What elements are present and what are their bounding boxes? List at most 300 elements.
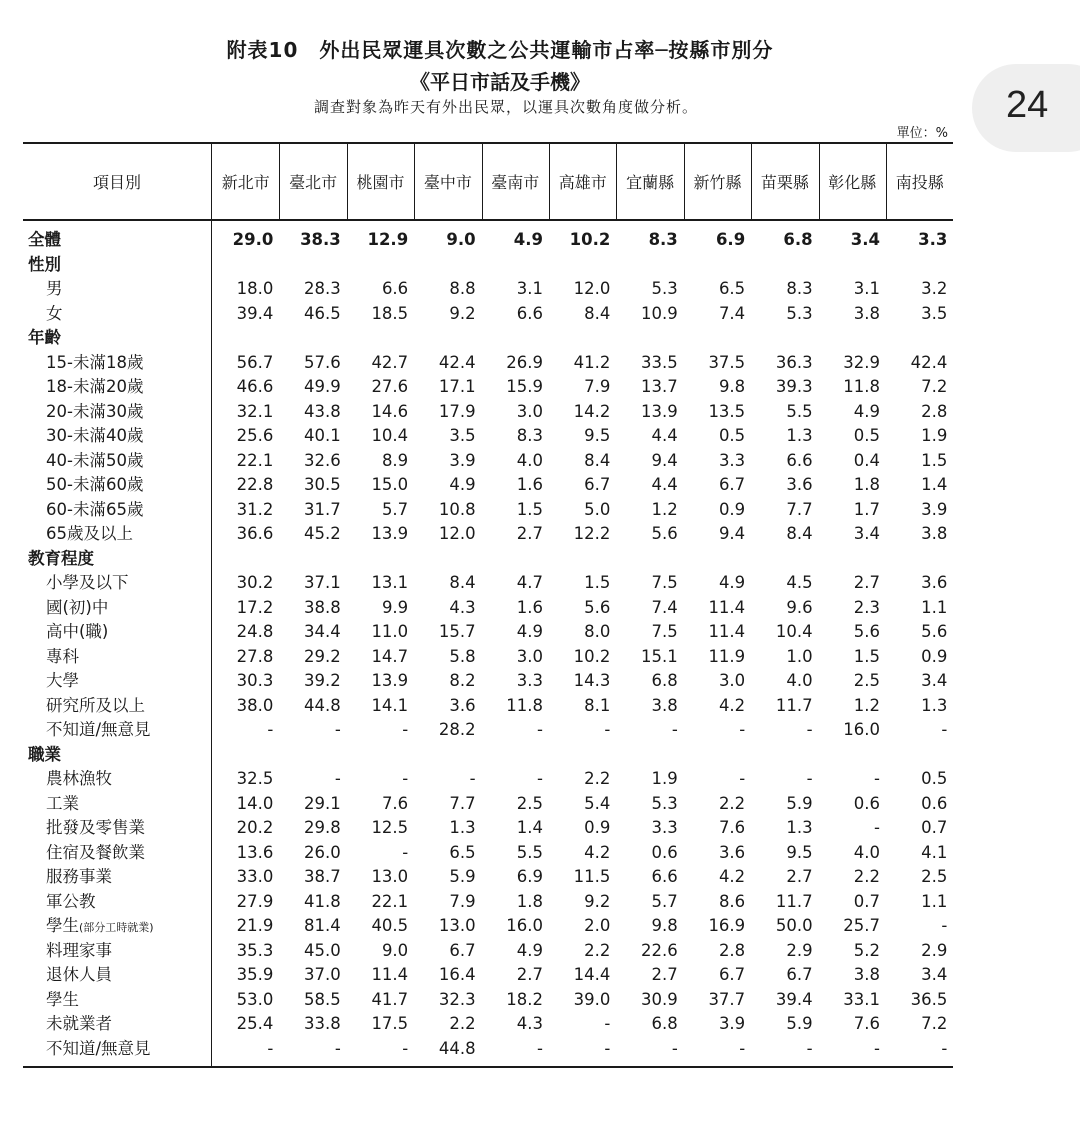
- row-label-text: 高中(職): [46, 622, 109, 641]
- table-cell: 32.9: [843, 352, 880, 372]
- table-cell: 2.0: [584, 916, 611, 935]
- table-cell: 5.8: [449, 646, 476, 666]
- table-cell: 43.8: [304, 401, 341, 421]
- table-cell: -: [469, 769, 476, 788]
- table-cell: -: [806, 769, 813, 788]
- table-cell: 13.0: [371, 867, 409, 886]
- table-cell: -: [941, 916, 948, 935]
- table-cell: -: [941, 1038, 948, 1058]
- table-row: [0, 1037, 1080, 1062]
- table-cell: -: [874, 818, 880, 837]
- table-cell: 4.0: [853, 842, 880, 862]
- header-label: 項目別: [92, 173, 141, 192]
- row-label: [46, 718, 151, 743]
- row-label-text: 職業: [28, 744, 61, 764]
- table-cell: 11.0: [371, 622, 409, 641]
- row-label-text: 小學及以下: [46, 573, 129, 592]
- row-label: [46, 939, 112, 964]
- table-cell: 3.8: [921, 524, 948, 543]
- page-number: 24: [1006, 84, 1049, 126]
- table-cell: -: [604, 720, 611, 739]
- group-heading-row: [0, 253, 1080, 278]
- row-label-text: 女: [46, 303, 63, 323]
- table-cell: -: [671, 720, 678, 739]
- table-cell: 22.1: [371, 891, 409, 911]
- table-cell: 28.3: [304, 279, 341, 298]
- table-cell: -: [334, 720, 341, 739]
- table-row: [0, 988, 1080, 1013]
- table-cell: 29.2: [304, 646, 341, 666]
- table-row: [0, 669, 1080, 694]
- table-cell: 11.9: [708, 646, 746, 666]
- table-cell: 30.9: [641, 989, 678, 1009]
- table-row: [0, 351, 1080, 376]
- row-label-text: 住宿及餐飲業: [46, 842, 145, 862]
- table-cell: 11.4: [708, 597, 746, 617]
- table-cell: 38.0: [236, 695, 274, 715]
- row-label-text: 教育程度: [28, 548, 94, 568]
- table-cell: 0.9: [921, 646, 948, 666]
- table-cell: 1.2: [853, 695, 880, 715]
- table-cell: 20.2: [236, 818, 274, 837]
- table-subtitle: 《平日市話及手機》: [410, 70, 590, 94]
- table-cell: -: [537, 1038, 543, 1058]
- table-cell: 14.1: [371, 695, 409, 715]
- table-cell: 11.8: [843, 377, 880, 396]
- table-cell: 0.6: [921, 793, 948, 813]
- table-cell: 7.2: [921, 377, 948, 396]
- table-cell: 14.0: [236, 793, 274, 813]
- table-row: [0, 718, 1080, 743]
- column-divider: [886, 142, 887, 220]
- table-cell: 42.7: [371, 352, 409, 372]
- table-cell: 12.2: [573, 524, 611, 543]
- table-row: [0, 277, 1080, 302]
- table-cell: 18.0: [236, 279, 274, 298]
- table-cell: 3.9: [449, 450, 476, 470]
- column-divider: [549, 142, 550, 220]
- row-label: [46, 375, 143, 400]
- table-cell: -: [334, 769, 341, 788]
- table-cell: 13.6: [236, 842, 274, 862]
- table-cell: 14.3: [573, 671, 611, 690]
- column-divider: [751, 142, 752, 220]
- table-cell: 6.8: [651, 1014, 678, 1033]
- table-cell: 18.2: [506, 989, 543, 1009]
- table-cell: 29.1: [304, 793, 341, 813]
- table-cell: 2.7: [516, 965, 543, 984]
- table-cell: 8.4: [786, 524, 813, 543]
- table-cell: 3.1: [516, 279, 543, 298]
- table-row: [0, 767, 1080, 792]
- table-cell: 8.4: [449, 573, 476, 592]
- table-cell: 13.1: [371, 573, 409, 592]
- table-cell: -: [739, 769, 746, 788]
- table-cell: -: [739, 720, 746, 739]
- table-cell: -: [941, 720, 948, 739]
- table-cell: 11.4: [371, 965, 409, 984]
- table-cell: 38.8: [304, 597, 341, 617]
- table-cell: 1.9: [651, 769, 678, 788]
- table-cell: 1.7: [853, 499, 880, 519]
- table-cell: 38.3: [300, 230, 341, 249]
- row-label-text: 30-未滿40歲: [46, 426, 144, 445]
- row-label: [46, 424, 143, 449]
- table-cell: 36.5: [910, 989, 948, 1009]
- table-cell: 6.7: [718, 965, 746, 984]
- table-cell: 12.5: [371, 818, 409, 837]
- table-cell: 13.9: [371, 524, 409, 543]
- table-cell: 1.5: [584, 573, 611, 592]
- table-cell: 14.7: [371, 646, 409, 666]
- row-label-text: 性別: [28, 254, 61, 274]
- row-label-text: 18-未滿20歲: [46, 377, 144, 396]
- table-cell: 2.2: [718, 793, 746, 813]
- table-cell: 17.5: [371, 1014, 409, 1033]
- table-cell: 3.5: [449, 426, 476, 445]
- column-divider: [347, 142, 348, 220]
- table-cell: 1.4: [921, 475, 948, 494]
- table-cell: 5.4: [584, 793, 611, 813]
- table-cell: 30.3: [236, 671, 274, 690]
- table-cell: -: [537, 720, 543, 739]
- table-cell: 2.7: [516, 524, 543, 543]
- table-cell: 6.5: [449, 842, 476, 862]
- table-cell: 38.7: [304, 867, 341, 886]
- table-cell: 37.0: [304, 965, 341, 984]
- table-cell: 44.8: [438, 1038, 476, 1058]
- table-cell: 3.8: [651, 695, 678, 715]
- table-title: 附表10 外出民眾運具次數之公共運輸市占率─按縣市別分: [226, 38, 774, 62]
- table-cell: 5.6: [651, 524, 678, 543]
- table-cell: 5.3: [651, 793, 678, 813]
- table-cell: 45.0: [304, 940, 341, 960]
- table-bottom-rule: [23, 1066, 953, 1068]
- table-cell: 4.9: [718, 573, 746, 592]
- table-cell: 5.7: [381, 499, 409, 519]
- group-heading-row: [0, 326, 1080, 351]
- table-cell: 9.8: [651, 916, 678, 935]
- table-cell: 2.7: [651, 965, 678, 984]
- table-row: [0, 963, 1080, 988]
- table-cell: 29.0: [232, 230, 274, 249]
- table-cell: 0.5: [718, 426, 746, 445]
- table-cell: 8.3: [516, 426, 543, 445]
- table-row: [0, 449, 1080, 474]
- table-cell: 6.7: [718, 475, 746, 494]
- table-cell: 39.4: [775, 989, 813, 1009]
- column-header: 新竹縣: [693, 173, 742, 192]
- table-cell: 24.8: [236, 622, 274, 641]
- table-row: [0, 620, 1080, 645]
- row-label: [46, 596, 108, 621]
- table-cell: 39.2: [304, 671, 341, 690]
- table-cell: 7.6: [853, 1014, 880, 1033]
- table-cell: 33.1: [843, 989, 880, 1009]
- row-label-text: 軍公教: [46, 891, 96, 911]
- table-cell: 1.3: [786, 426, 813, 445]
- row-label: [46, 473, 143, 498]
- table-cell: 1.8: [853, 475, 880, 494]
- table-cell: 13.9: [371, 671, 409, 690]
- table-cell: -: [537, 769, 543, 788]
- table-cell: 17.2: [236, 597, 274, 617]
- table-cell: 33.8: [304, 1014, 341, 1033]
- table-row: [0, 694, 1080, 719]
- table-cell: 12.0: [438, 524, 476, 543]
- table-row: [0, 498, 1080, 523]
- table-cell: 4.2: [718, 867, 746, 886]
- table-cell: 6.6: [381, 279, 409, 298]
- table-cell: 9.8: [718, 377, 746, 396]
- table-cell: 1.5: [853, 646, 880, 666]
- row-label-text: 研究所及以上: [46, 695, 145, 715]
- table-cell: 3.3: [651, 818, 678, 837]
- table-cell: 37.5: [708, 352, 746, 372]
- table-cell: 11.8: [506, 695, 543, 715]
- table-cell: 2.2: [584, 769, 611, 788]
- table-cell: 6.7: [786, 965, 813, 984]
- table-cell: 6.7: [449, 940, 476, 960]
- table-row: [0, 890, 1080, 915]
- table-cell: 9.9: [381, 597, 409, 617]
- row-label: [46, 841, 145, 866]
- table-row: [0, 914, 1080, 939]
- table-cell: 5.5: [786, 401, 813, 421]
- table-cell: 3.3: [918, 230, 948, 249]
- table-cell: 35.9: [236, 965, 274, 984]
- table-row: [0, 816, 1080, 841]
- column-header: 高雄市: [558, 173, 607, 192]
- table-cell: 8.4: [584, 303, 611, 323]
- table-cell: 8.4: [584, 450, 611, 470]
- table-cell: 5.6: [853, 622, 880, 641]
- table-cell: 1.8: [516, 891, 543, 911]
- row-label-text: 全體: [28, 230, 61, 249]
- row-label: [46, 571, 129, 596]
- table-cell: -: [604, 1038, 611, 1058]
- table-cell: 3.0: [516, 401, 543, 421]
- table-cell: -: [806, 720, 813, 739]
- table-row: [0, 302, 1080, 327]
- table-cell: 41.7: [371, 989, 409, 1009]
- row-label-text: 大學: [46, 671, 79, 690]
- table-cell: 0.9: [584, 818, 611, 837]
- table-cell: 27.9: [236, 891, 274, 911]
- table-row: [0, 596, 1080, 621]
- table-cell: 53.0: [236, 989, 274, 1009]
- table-cell: 3.4: [921, 671, 948, 690]
- row-label: [46, 449, 143, 474]
- row-label-text: 未就業者: [46, 1014, 112, 1033]
- column-header: 南投縣: [895, 173, 944, 192]
- row-label: [46, 988, 79, 1013]
- table-cell: 3.3: [516, 671, 543, 690]
- table-cell: 6.9: [516, 867, 543, 886]
- table-cell: 5.6: [584, 597, 611, 617]
- table-cell: 1.5: [516, 499, 543, 519]
- column-divider: [616, 142, 617, 220]
- table-cell: -: [267, 1038, 274, 1058]
- table-cell: 15.7: [438, 622, 476, 641]
- row-label: [46, 522, 133, 547]
- table-cell: 16.0: [843, 720, 880, 739]
- table-cell: 0.9: [718, 499, 746, 519]
- table-cell: -: [671, 1038, 678, 1058]
- table-cell: 16.9: [708, 916, 746, 935]
- table-cell: 3.8: [853, 965, 880, 984]
- row-label: [28, 253, 61, 278]
- table-cell: 4.3: [449, 597, 476, 617]
- table-cell: 5.9: [449, 867, 476, 886]
- table-cell: 3.6: [921, 573, 948, 592]
- table-cell: 11.5: [573, 867, 611, 886]
- table-cell: 2.5: [516, 793, 543, 813]
- table-cell: 2.5: [853, 671, 880, 690]
- table-cell: 3.2: [921, 279, 948, 298]
- row-label-text: 20-未滿30歲: [46, 401, 144, 421]
- table-cell: 4.9: [449, 475, 476, 494]
- table-cell: 50.0: [775, 916, 813, 935]
- row-label: [46, 694, 145, 719]
- table-row: [0, 424, 1080, 449]
- table-cell: 3.0: [516, 646, 543, 666]
- table-cell: 11.4: [708, 622, 746, 641]
- table-cell: 33.5: [641, 352, 678, 372]
- table-cell: 5.3: [786, 303, 813, 323]
- table-cell: 6.5: [718, 279, 746, 298]
- table-cell: 2.8: [921, 401, 948, 421]
- table-cell: 25.6: [236, 426, 274, 445]
- table-cell: 9.5: [584, 426, 611, 445]
- table-cell: 15.1: [641, 646, 678, 666]
- table-cell: 42.4: [910, 352, 948, 372]
- row-label-note: (部分工時就業): [79, 921, 154, 934]
- table-cell: 4.4: [651, 475, 678, 494]
- table-cell: 6.6: [516, 303, 543, 323]
- table-cell: 57.6: [304, 352, 341, 372]
- table-row: [0, 400, 1080, 425]
- table-cell: 10.4: [775, 622, 813, 641]
- table-row: [0, 865, 1080, 890]
- table-cell: 1.5: [921, 450, 948, 470]
- table-cell: 12.0: [573, 279, 611, 298]
- table-cell: 3.6: [786, 475, 813, 494]
- table-cell: 0.6: [651, 842, 678, 862]
- table-cell: 32.6: [304, 450, 341, 470]
- table-cell: 4.0: [786, 671, 813, 690]
- table-cell: 2.9: [921, 940, 948, 960]
- table-cell: 31.2: [236, 499, 274, 519]
- table-cell: 1.1: [921, 891, 948, 911]
- table-cell: 25.4: [236, 1014, 274, 1033]
- table-cell: 28.2: [438, 720, 476, 739]
- row-label: [46, 1012, 112, 1037]
- table-cell: 4.9: [516, 622, 543, 641]
- table-cell: 40.1: [304, 426, 341, 445]
- table-cell: 4.4: [651, 426, 678, 445]
- table-cell: -: [874, 1038, 880, 1058]
- row-label: [46, 645, 79, 670]
- column-header: 臺北市: [289, 173, 338, 192]
- table-cell: 16.4: [438, 965, 476, 984]
- table-cell: 6.7: [584, 475, 611, 494]
- column-divider: [684, 142, 685, 220]
- table-cell: 14.6: [371, 401, 409, 421]
- table-cell: 37.1: [304, 573, 341, 592]
- table-cell: 17.9: [438, 401, 476, 421]
- table-row: [0, 375, 1080, 400]
- table-top-rule: [23, 142, 953, 144]
- row-label-text: 批發及零售業: [46, 818, 145, 837]
- table-cell: 3.8: [853, 303, 880, 323]
- column-header: 新北市: [221, 173, 270, 192]
- row-label: [28, 547, 94, 572]
- row-label: [28, 743, 61, 768]
- table-cell: 9.4: [718, 524, 746, 543]
- table-cell: 2.8: [718, 940, 746, 960]
- group-heading-row: [0, 743, 1080, 768]
- table-cell: 1.6: [516, 597, 543, 617]
- table-cell: 2.9: [786, 940, 813, 960]
- row-label: [46, 1037, 151, 1062]
- table-cell: 2.7: [853, 573, 880, 592]
- table-cell: 25.7: [843, 916, 880, 935]
- table-cell: 9.5: [786, 842, 813, 862]
- table-cell: 6.8: [651, 671, 678, 690]
- column-header: 桃園市: [356, 173, 405, 192]
- row-label: [46, 914, 154, 941]
- table-cell: 41.2: [573, 352, 611, 372]
- row-label: [46, 498, 143, 523]
- table-cell: 7.9: [449, 891, 476, 911]
- table-cell: 32.3: [438, 989, 476, 1009]
- table-cell: 81.4: [304, 916, 341, 935]
- table-cell: 11.7: [775, 891, 813, 911]
- table-cell: 16.0: [506, 916, 543, 935]
- table-cell: 8.0: [584, 622, 611, 641]
- table-cell: 46.6: [236, 377, 274, 396]
- table-cell: 39.4: [236, 303, 274, 323]
- table-cell: 29.8: [304, 818, 341, 837]
- table-cell: 27.8: [236, 646, 274, 666]
- table-cell: 45.2: [304, 524, 341, 543]
- header-bottom-rule: [23, 219, 953, 221]
- table-cell: 5.9: [786, 793, 813, 813]
- table-cell: 22.6: [641, 940, 678, 960]
- table-cell: 8.8: [449, 279, 476, 298]
- table-cell: 4.9: [853, 401, 880, 421]
- table-cell: 3.1: [853, 279, 880, 298]
- table-cell: 34.4: [304, 622, 341, 641]
- table-row: [0, 522, 1080, 547]
- row-label: [46, 890, 96, 915]
- row-label-text: 不知道/無意見: [46, 1038, 151, 1058]
- row-label: [46, 400, 143, 425]
- row-label-text: 男: [46, 279, 63, 298]
- table-cell: 14.2: [573, 401, 611, 421]
- column-header: 宜蘭縣: [626, 173, 675, 192]
- table-cell: 0.7: [853, 891, 880, 911]
- table-cell: 7.7: [786, 499, 813, 519]
- row-label: [46, 620, 108, 645]
- table-cell: 1.4: [516, 818, 543, 837]
- table-cell: 5.9: [786, 1014, 813, 1033]
- table-cell: 4.9: [513, 230, 543, 249]
- table-cell: 7.6: [381, 793, 409, 813]
- table-cell: 12.9: [367, 230, 409, 249]
- table-cell: 5.2: [853, 940, 880, 960]
